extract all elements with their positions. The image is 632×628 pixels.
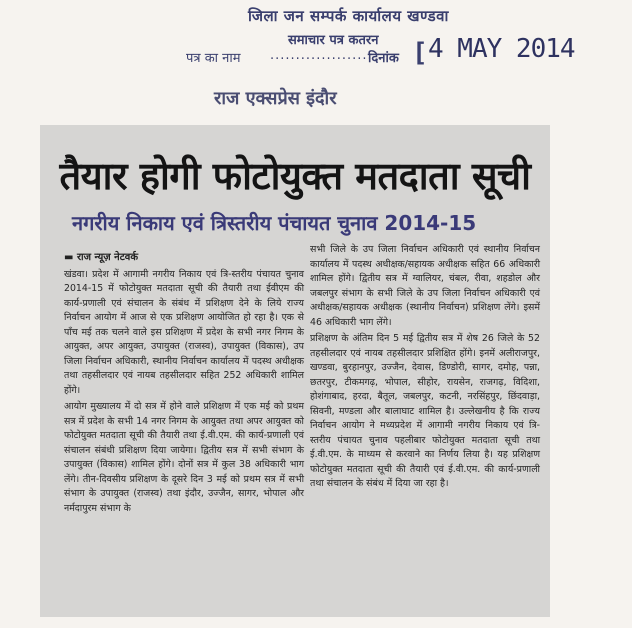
byline-text: राज न्यूज़ नेटवर्क bbox=[76, 252, 139, 263]
article-paragraph: सभी जिले के उप जिला निर्वाचन अधिकारी एवं स्थानीय निर्वाचन कार्यालय में पदस्थ अधीक्षक/सहायक अधीक्षक सहित 66 अधिकारी शामिल होंगे। द्वितीय सत्र में ग्वालियर, चंबल, रीवा, शहडोल और जबलपुर संभाग के सभी जिले के उप जिला निर्वाचन अधिकारी एवं अधीक्षक/सहायक अधीक्षक (स्थानीय निर्वाचन) प्रशिक्षण लेंगे। इसमें 46 अधिकारी भाग लेंगे। bbox=[310, 244, 540, 328]
article-headline: तैयार होगी फोटोयुक्त मतदाता सूची bbox=[59, 153, 531, 198]
publication-name: राज एक्सप्रेस इंदौर bbox=[214, 88, 337, 109]
article-paragraph: प्रशिक्षण के अंतिम दिन 5 मई द्वितीय सत्र में शेष 26 जिले के 52 तहसीलदार एवं नायब तहसीलदार प्रशिक्षित होंगे। इनमें अलीराजपुर, खण्डवा, बुरहानपुर, उज्जैन, देवास, डिण्डोरी, सागर, दमोह, पन्ना, छतरपुर, टीकमगढ़, भोपाल, सीहोर, रायसेन, राजगढ़, विदिशा, होशंगाबाद, हरदा, बैतूल, जबलपुर, कटनी, नरसिंहपुर, छिंदवाड़ा, सिवनी, मण्डला और बालाघाट शामिल है। उल्लेखनीय है कि राज्य निर्वाचन आयोग ने मध्यप्रदेश में आगामी नगरीय निकाय एवं त्रि-स्तरीय पंचायत चुनाव पहलीबार फोटोयुक्त मतदाता सूची तथा ई.वी.एम. के माध्यम से करवाने का निर्णय लिया है। यह प्रशिक्षण फोटोयुक्त मतदाता सूची की तैयारी एवं ई.वी.एम. की कार्य-प्रणाली तथा संचालन के संबंध में दिया जा रहा है। bbox=[310, 333, 540, 489]
article-column-left bbox=[64, 251, 304, 518]
clipping-service-label: समाचार पत्र कतरन bbox=[288, 33, 379, 48]
article-paragraph: खंडवा। प्रदेश में आगामी नगरीय निकाय एवं त्रि-स्तरीय पंचायत चुनाव 2014-15 में फोटोयुक्त मतदाता सूची की तैयारी तथा ईवीएम की कार्य-प्रणाली एवं संचालन के संबंध में प्रशिक्षण देने के लिये राज्य निर्वाचन आयोग में आज से एक प्रशिक्षण आयोजित हो रहा है। एक से पाँच मई तक चलने वाले इस प्रशिक्षण में प्रदेश के सभी नगर निगम के आयुक्त, अपर आयुक्त, उपायुक्त (राजस्व), उपायुक्त (विकास), उप जिला निर्वाचन अधिकारी, स्थानीय निर्वाचन कार्यालय में पदस्थ अधीक्षक तथा तहसीलदार एवं नायब तहसीलदार सहित 252 अधिकारी शामिल होंगे। bbox=[64, 268, 304, 396]
date-label: दिनांक bbox=[368, 51, 399, 66]
date-bracket: [ bbox=[412, 38, 428, 68]
article-paragraph: आयोग मुख्यालय में दो सत्र में होने वाले प्रशिक्षण में एक मई को प्रथम सत्र में प्रदेश के सभी 14 नगर निगम के आयुक्त तथा अपर आयुक्त को फोटोयुक्त मतदाता सूची की तैयारी तथा ई.वी.एम. की कार्य-प्रणाली एवं संचालन संबंधी प्रशिक्षण दिया जायेगा। द्वितीय सत्र में सभी संभाग के उपायुक्त (विकास) शामिल होंगे। दोनों सत्र में कुल 38 अधिकारी भाग लेंगे। तीन-दिवसीय प्रशिक्षण के दूसरे दिन 3 मई को प्रथम सत्र में सभी संभाग के उपायुक्त (राजस्व) तथा इंदौर, उज्जैन, सागर, भोपाल और नर्मदापुरम संभाग के bbox=[64, 401, 304, 514]
byline: ▬ राज न्यूज़ नेटवर्क bbox=[64, 252, 139, 263]
newspaper-clipping bbox=[40, 125, 550, 617]
article-subheadline: नगरीय निकाय एवं त्रिस्तरीय पंचायत चुनाव 2014-15 bbox=[72, 211, 477, 235]
paper-name-blank: .................... bbox=[270, 48, 373, 63]
date-stamp: 4 MAY 2014 bbox=[428, 34, 575, 64]
paper-name-label: पत्र का नाम bbox=[186, 51, 241, 66]
office-stamp-title: जिला जन सम्पर्क कार्यालय खण्डवा bbox=[248, 7, 449, 25]
article-column-right bbox=[310, 243, 540, 494]
